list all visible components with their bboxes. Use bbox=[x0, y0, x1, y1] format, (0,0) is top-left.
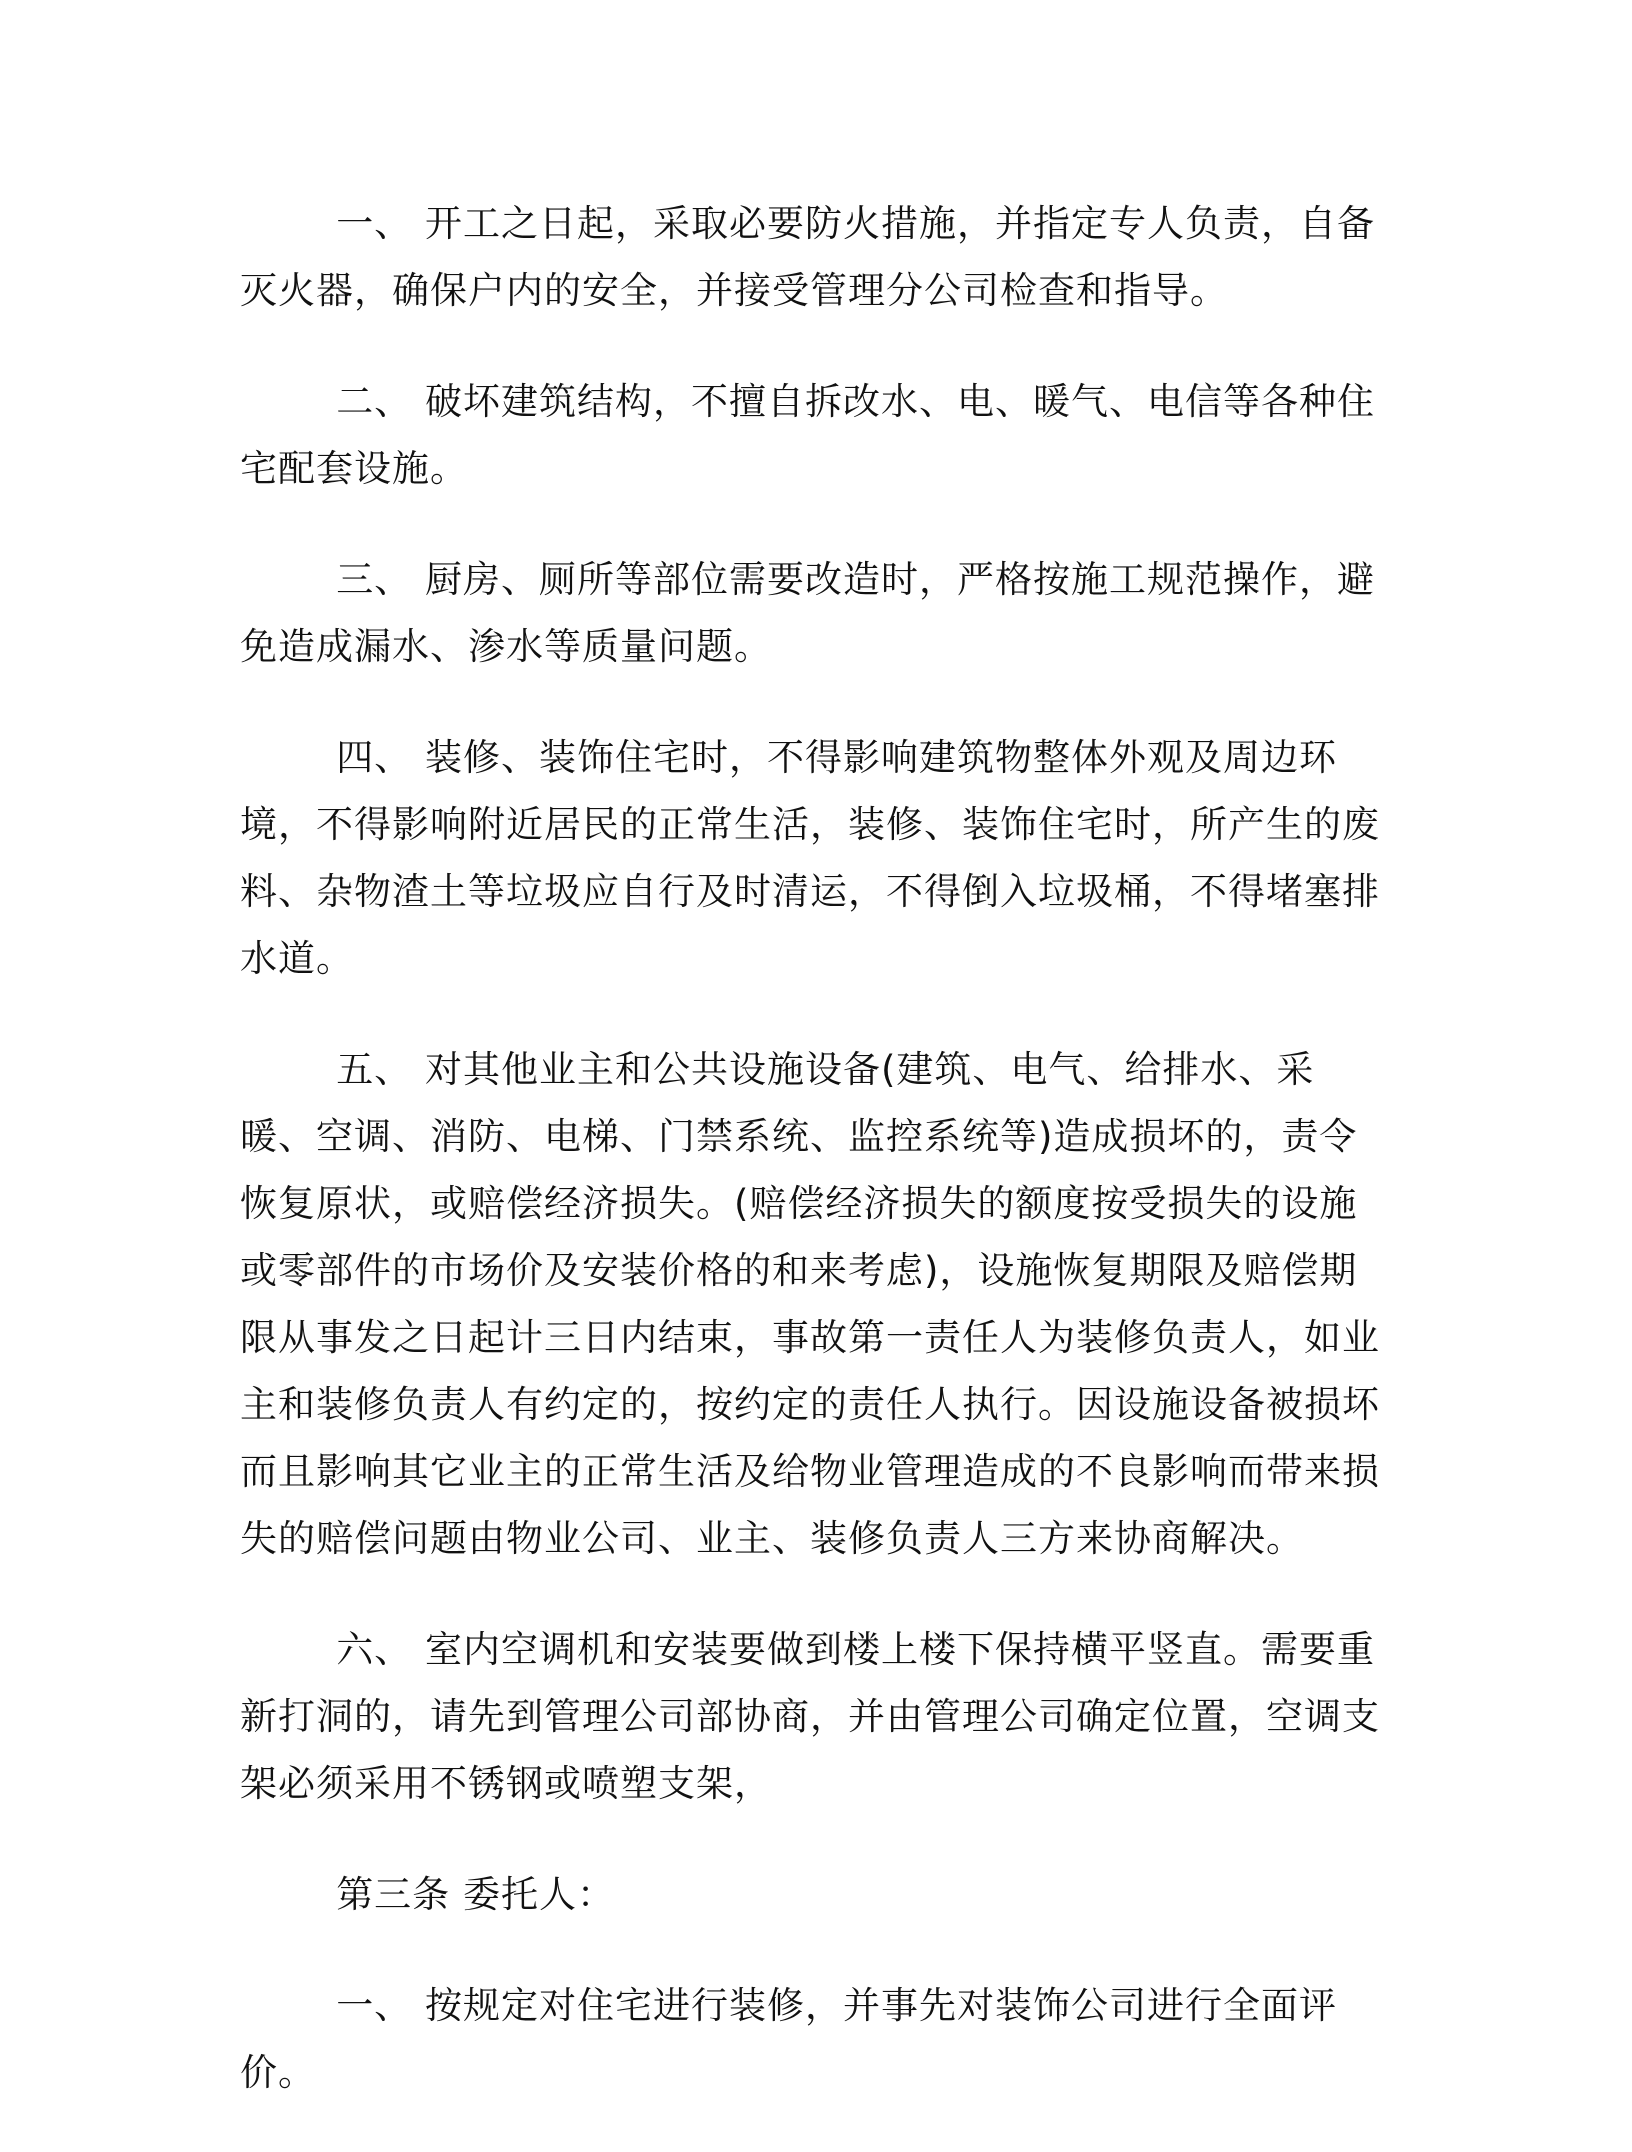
paragraph-6: 六、 室内空调机和安装要做到楼上楼下保持横平竖直。需要重新打洞的，请先到管理公司部协商，并由管理公司确定位置，空调支架必须采用不锈钢或喷塑支架， bbox=[240, 1628, 1380, 1805]
section-heading: 第三条 委托人： bbox=[336, 1873, 615, 1916]
paragraph-5: 五、 对其他业主和公共设施设备(建筑、电气、给排水、采暖、空调、消防、电梯、门禁系统、监控系统等)造成损坏的，责令恢复原状，或赔偿经济损失。(赔偿经济损失的额度按受损失的设施或零部件的市场价及安装价格的和来考虑)，设施恢复期限及赔偿期限从事发之日起计三日内结束，事故第一责任人为装修负责人，如业主和装修负责人有约定的，按约定的责任人执行。因设施设备被损坏而且影响其它业主的正常生活及给物业管理造成的不良影响而带来损失的赔偿问题由物业公司、业主、装修负责人三方来协商解决。 bbox=[240, 1048, 1380, 1560]
paragraph-1: 一、 开工之日起，采取必要防火措施，并指定专人负责，自备灭火器，确保户内的安全，并接受管理分公司检查和指导。 bbox=[240, 202, 1375, 312]
document-page bbox=[240, 190, 1388, 2152]
paragraph-3: 三、 厨房、厕所等部位需要改造时，严格按施工规范操作，避免造成漏水、渗水等质量问题。 bbox=[240, 558, 1375, 668]
paragraph-4: 四、 装修、装饰住宅时，不得影响建筑物整体外观及周边环境，不得影响附近居民的正常生活，装修、装饰住宅时，所产生的废料、杂物渣土等垃圾应自行及时清运，不得倒入垃圾桶，不得堵塞排水道。 bbox=[240, 736, 1380, 980]
paragraph-8: 一、 按规定对住宅进行装修，并事先对装饰公司进行全面评价。 bbox=[240, 1984, 1337, 2094]
paragraph-2: 二、 破坏建筑结构，不擅自拆改水、电、暖气、电信等各种住宅配套设施。 bbox=[240, 380, 1375, 490]
